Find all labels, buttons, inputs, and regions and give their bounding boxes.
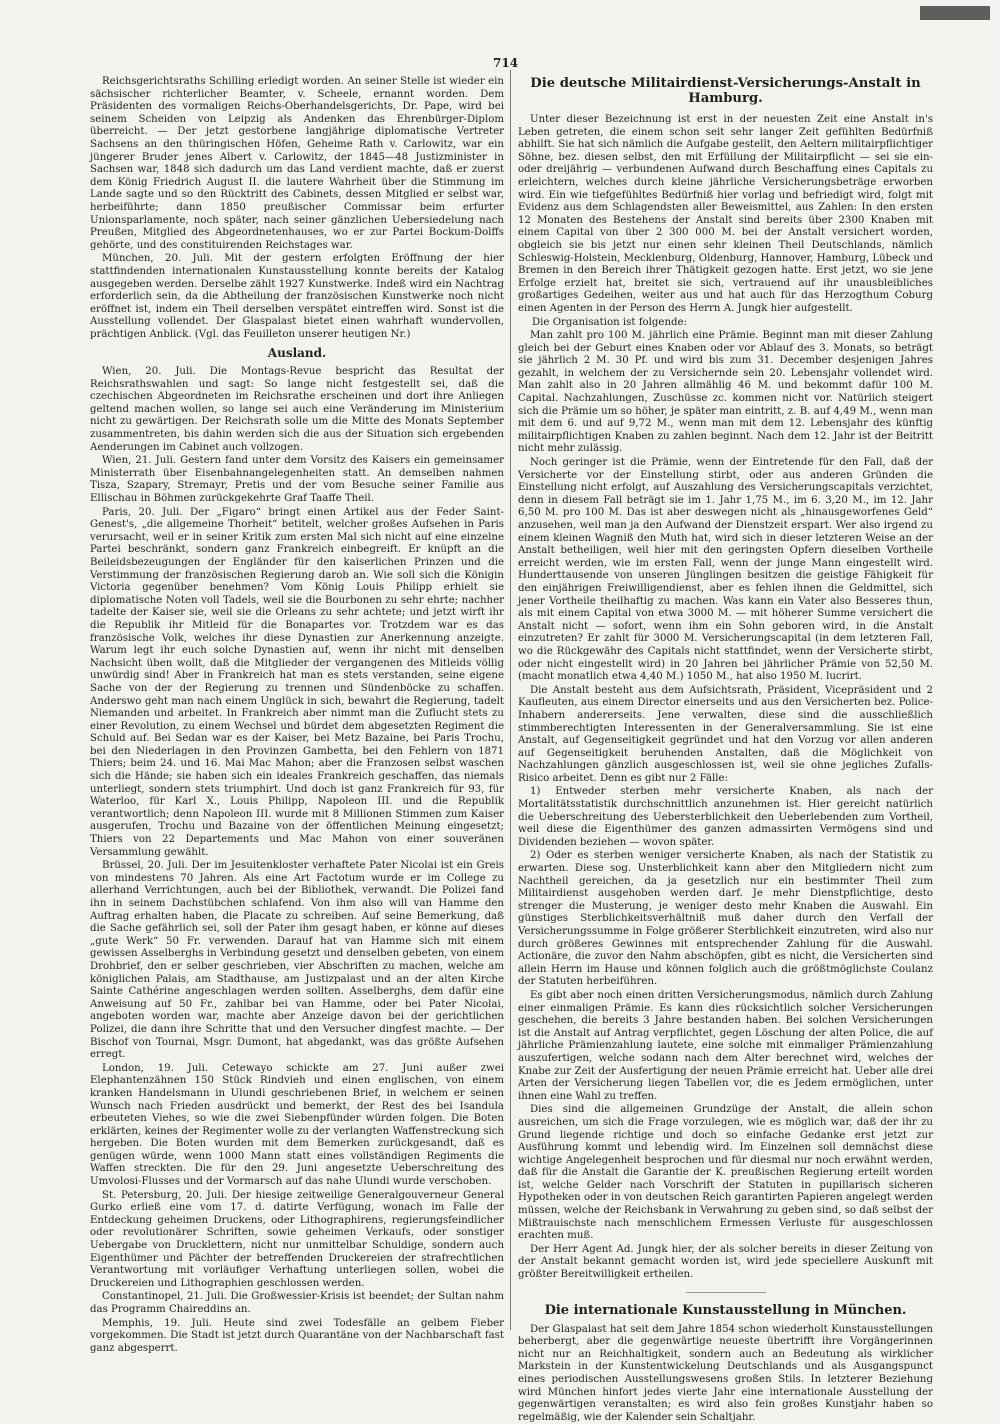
paragraph: Dies sind die allgemeinen Grundzüge der Anstalt, die allein schon ausreichen, um sich die Frage vorzulegen, wie es möglich war, daß der ihr zu Grund liegende richtige und doch so einfache Gedanke erst jetzt zur Ausführung kommt und lebendig wird. Im Einzelnen soll demnächst diese wichtige Angelegenheit besprochen und für diesmal nur noch erwähnt werden, daß für die Anstalt die Garantie der K. preußischen Regierung erteilt worden ist, welche Gelder nach Vorschrift der Statuten in pupillarisch sicheren Hypotheken oder in von deutschen Reich garantirten Papieren angelegt werden müssen, welche der Reichsbank in Verwahrung zu geben sind, so daß selbst der Mißtrauischste nach menschlichem Ermessen Verluste für ausgeschlossen erachten muß. [518,1104,933,1242]
separator-line [686,1292,766,1293]
paragraph: Paris, 20. Juli. Der „Figaro“ bringt einen Artikel aus der Feder Saint-Genest's, „die allgemeine Thorheit“ betitelt, welcher großes Aufsehen in Paris verursacht, weil er in seiner Kritik zum ersten Mal sich nicht auf eine einzelne Partei beschränkt, sondern ganz Frankreich einbegreift. Er knüpft an die Beileidsbezeugungen der Engländer für den kaiserlichen Prinzen und die Verstimmung der französischen Regierung darob an. Wie soll sich die Königin Victoria gegenüber benehmen? Vom König Louis Philipp erhielt sie diplomatische Noten voll Tadels, weil sie die Bourbonen zu sehr ehrte; nachher tadelte der Kaiser sie, weil sie die Orleans zu sehr achtete; und jetzt wirft ihr die Republik ihr Mitleid für die Bonapartes vor. Trotzdem war es das französische Volk, welches ihr diese Dynastien zur Anerkennung anzeigte. Warum legt ihr euch solche Dynastien auf, wenn ihr nicht mit denselben Nachsicht üben wollt, daß die Mitglieder der vergangenen des Mitleids völlig unwürdig sind! Aber in Frankreich hat man es stets verstanden, seine eigene Sache von der der Regierung zu trennen und Sündenböcke zu schaffen. Anderswo geht man nach einem Unglück in sich, bewahrt die Regierung, tadelt Niemanden und arbeitet. In Frankreich aber nimmt man die Zuflucht stets zu einer Revolution, zu einem Wechsel und bürdet dem abgesetzten Regiment die Schuld auf. Bei Sedan war es der Kaiser, bei Metz Bazaine, bei Paris Trochu, bei den Niederlagen in den Provinzen Gambetta, bei den Fehlern von 1871 Thiers; beim 24. und 16. Mai Mac Mahon; aber die Franzosen selbst waschen sich die Hände; sie haben sich ein ideales Frankreich geschaffen, das niemals unterliegt, sondern stets triumphirt. Und doch ist ganz Frankreich für 93, für Waterloo, für Karl X., Louis Philipp, Napoleon III. und die Republik verantwortlich; denn Napoleon III. wurde mit 8 Millionen Stimmen zum Kaiser ausgerufen, Trochu und Bazaine von der öffentlichen Meinung eingesetzt; Thiers von 22 Departements und Mac Mahon von einer souveränen Versammlung gewählt. [90,506,504,858]
paragraph: München, 20. Juli. Mit der gestern erfolgten Eröffnung der hier stattfindenden internationalen Kunstausstellung konnte bereits der Katalog ausgegeben werden. Derselbe zählt 1927 Kunstwerke. Indeß wird ein Nachtrag erforderlich sein, da die Abtheilung der französischen Kunstwerke noch nicht eröffnet ist, indem ein Theil derselben verspätet eintreffen wird. Sonst ist die Ausstellung vollendet. Der Glaspalast bietet einen wahrhaft wundervollen, prächtigen Anblick. (Vgl. das Feuilleton unserer heutigen Nr.) [90,253,504,340]
paragraph: Der Glaspalast hat seit dem Jahre 1854 schon wiederholt Kunstausstellungen beherbergt, aber die gegenwärtige neueste übertrifft ihre Vorgängerinnen nicht nur an Reichhaltigkeit, sondern auch an Bedeutung als wirklicher Markstein in der Kunstentwickelung Deutschlands und als Ausgangspunct eines periodischen Ausstellungswesens großen Stils. In letzterer Beziehung wird München hinfort jedes vierte Jahr eine internationale Ausstellung der gegenwärtigen veranstalten; es wird also fein großes Kunstjahr haben so regelmäßig, wie der Kalender sein Schaltjahr. [518,1323,933,1423]
page-number: 714 [493,56,519,70]
paragraph: Wien, 21. Juli. Gestern fand unter dem Vorsitz des Kaisers ein gemeinsamer Ministerrath über Eisenbahnangelegenheiten statt. An demselben nahmen Tisza, Szapary, Stremayr, Pretis und der vom Besuche seiner Familie aus Ellischau in Böhmen zurückgekehrte Graf Taaffe Theil. [90,455,504,504]
article-title-2: Die internationale Kunstausstellung in München. [544,1302,907,1318]
paragraph: 1) Entweder sterben mehr versicherte Knaben, als nach der Mortalitätsstatistik durchschnittlich anzunehmen ist. Hier gereicht natürlich die Ueberschreitung des Uebersterblichkeit den Ueberlebenden zum Vortheil, weil diese die Eigenthümer des ganzen admassirten Vermögens sind und Dividenden beziehen — wovon später. [518,786,933,848]
paragraph: Es gibt aber noch einen dritten Versicherungsmodus, nämlich durch Zahlung einer einmaligen Prämie. Es kann dies rücksichtlich solcher Versicherungen geschehen, die bereits 3 Jahre bestanden haben. Bei solchen Versicherungen ist die Anstalt auf Antrag verpflichtet, gegen Löschung der alten Police, die auf jährliche Prämienzahlung lautete, eine solche mit einmaliger Prämienzahlung auszufertigen, welche sodann nach dem Alter berechnet wird, welches der Knabe zur Zeit der Ausfertigung der neuen Prämie erreicht hat. Ueber alle drei Arten der Versicherung liegen Tabellen vor, die es Jedem ermöglichen, unter ihnen eine Wahl zu treffen. [518,989,933,1102]
section-heading-ausland: Ausland. [267,346,327,361]
column-divider [510,70,511,1330]
paragraph: Brüssel, 20. Juli. Der im Jesuitenkloster verhaftete Pater Nicolai ist ein Greis von mindestens 70 Jahren. Als eine Art Factotum wurde er im College zu allerhand Verrichtungen, auch bei der Bibliothek, verwandt. Die Polizei fand ihn in seinem Dachstübchen schlafend. Von ihm also will van Hamme den Auftrag erhalten haben, die Placate zu schreiben. Auf seine Bemerkung, daß die Sache gefährlich sei, soll der Pater ihm gesagt haben, er könne auf dieses „gute Werk“ 50 Fr. verwenden. Darauf hat van Hamme sich mit einem gewissen Asselberghs in Verbindung gesetzt und denselben gebeten, von einem Drohbrief, den er selber geschrieben, vier Abschriften zu machen, welche am königlichen Palais, am Stadthause, am Justizpalast und an der alten Kirche Sainte Cathérine angeschlagen werden sollten. Asselberghs, dem dafür eine Anweisung auf 50 Fr., zahlbar bei van Hamme, oder bei Pater Nicolai, angeboten worden war, machte aber Anzeige davon bei der gerichtlichen Polizei, die dann ihre Schritte that und den Versucher dingfest machte. — Der Bischof von Tournai, Msgr. Dumont, hat abgedankt, was das größte Aufsehen erregt. [90,860,504,1061]
paragraph: London, 19. Juli. Cetewayo schickte am 27. Juni außer zwei Elephantenzähnen 150 Stück Rindvieh und einen englischen, von einem kranken Handelsmann in Ulundi geschriebenen Brief, in welchem er seinen Wunsch nach Frieden ausdrückt und bemerkt, der Rest des bei Isandula erbeuteten Viehes, so wie die zwei Siebenpfünder würden folgen. Die Boten erklärten, keines der Regimenter wolle zu der verlangten Waffenstreckung sich hergeben. Die Boten wurden mit dem Bemerken zurückgesandt, daß es genügen würde, wenn 1000 Mann statt eines vollständigen Regiments die Waffen streckten. Die für den 29. Juni angesetzte Ueberschreitung des Umvolosi-Flusses und der Vormarsch auf das nahe Ulundi wurde verschoben. [90,1062,504,1188]
right-column [518,76,933,1423]
paragraph: St. Petersburg, 20. Juli. Der hiesige zeitweilige Generalgouverneur General Gurko erließ eine vom 17. d. datirte Verfügung, wonach im Falle der Entdeckung geheimen Druckens, oder Lithographirens, regierungsfeindlicher oder revolutionärer Schriften, sowie geheimen Verkaufs, oder sonstiger Uebergabe von Drucklettern, nicht nur unmittelbar Schuldige, sondern auch Eigenthümer und Pächter der betreffenden Druckereien der strafrechtlichen Verantwortung mit vorläufiger Verhaftung unterliegen sollen, wobei die Druckereien und Lithographien geschlossen werden. [90,1189,504,1289]
paragraph: Man zahlt pro 100 M. jährlich eine Prämie. Beginnt man mit dieser Zahlung gleich bei der Geburt eines Knaben oder vor Ablauf des 3. Monats, so beträgt sie jährlich 2 M. 30 Pf. und wird bis zum 31. December desjenigen Jahres gezahlt, in welchem der zu Versichernde sein 20. Lebensjahr vollendet wird. Man zahlt also in 20 Jahren allmählig 46 M. und bekommt dafür 100 M. Capital. Nachzahlungen, Zuschüsse zc. kommen nicht vor. Natürlich steigert sich die Prämie um so höher, je später man eintritt, z. B. auf 4,49 M., wenn man mit dem 6. und auf 9,72 M., wenn man mit dem 12. Lebensjahr des künftig militairpflichtigen Knaben zu zahlen beginnt. Nach dem 12. Jahr ist der Beitritt nicht mehr zulässig. [518,330,933,455]
scan-corner-mark [920,6,990,20]
left-column [90,76,504,1354]
paragraph: Wien, 20. Juli. Die Montags-Revue bespricht das Resultat der Reichsrathswahlen und sagt: So lange nicht festgestellt sei, daß die czechischen Abgeordneten im Reichsrathe erscheinen und dort ihre Anliegen geltend machen wollen, so lange sei auch eine Veränderung im Ministerium nicht zu gewärtigen. Der Reichsrath solle um die Mitte des Monats September zusammentreten, bis dahin werden sich die aus der Situation sich ergebenden Aenderungen im Cabinet auch vollzogen. [90,366,504,453]
paragraph: Noch geringer ist die Prämie, wenn der Eintretende für den Fall, daß der Versicherte vor der Einstellung stirbt, oder aus anderen Gründen die Einstellung nicht erfolgt, auf Auszahlung des Versicherungscapitals verzichtet, denn in diesem Fall beträgt sie im 1. Jahr 1,75 M., im 6. 3,20 M., im 12. Jahr 6,50 M. pro 100 M. Das ist aber deswegen nicht als „hinausgeworfenes Geld“ anzusehen, weil man ja den Aufwand der Dienstzeit erspart. Wer also irgend zu einem kleinen Wagniß den Muth hat, wird sich in dieser letzteren Weise an der Anstalt betheiligen, weil hier mit den geringsten Opfern dieselben Vortheile erreicht werden, wie im ersten Fall, wenn der junge Mann eingestellt wird. Hunderttausende von unseren Jünglingen besitzen die geistige Fähigkeit für den einjährigen Freiwilligendienst, aber es fehlen ihnen die Geldmittel, sich jener Vortheile theilhaftig zu machen. Was kann ein Vater also Besseres thun, als mit einem Capital von etwa 3000 M. — mit höherer Summe versichert die Anstalt nicht — sofort, wenn ihm ein Sohn geboren wird, in die Anstalt einzutreten? Er zahlt für 3000 M. Versicherungscapital (in dem letzteren Fall, wo die Rückgewähr des Capitals nicht stattfindet, wenn der Versicherte stirbt, oder nicht eingestellt wird) in 20 Jahren bei jährlicher Prämie von 52,50 M. (macht monatlich etwa 4,40 M.) 1050 M., hat also 1950 M. lucrirt. [518,457,933,683]
paragraph: Unter dieser Bezeichnung ist erst in der neuesten Zeit eine Anstalt in's Leben getreten, die einem schon seit sehr langer Zeit gefühlten Bedürfniß abhilft. Sie hat sich nämlich die Aufgabe gestellt, den Aeltern militairpflichtiger Söhne, bez. diesen selbst, den mit Erfüllung der Militairpflicht — sei sie ein- oder dreijährig — verbundenen Aufwand durch Beschaffung eines Capitals zu erleichtern, welches durch kleine jährliche Versicherungsbeträge erworben wird. Ein wie tiefgefühltes Bedürfniß hier vorlag und befriedigt wird, folgt mit Evidenz aus dem Schlagendsten aller Beweismittel, aus Zahlen: In den ersten 12 Monaten des Bestehens der Anstalt sind bereits über 2300 Knaben mit einem Capital von über 2 300 000 M. bei der Anstalt versichert worden, obgleich sie bis jetzt nur einen sehr kleinen Theil Deutschlands, nämlich Schleswig-Holstein, Mecklenburg, Oldenburg, Hannover, Hamburg, Lübeck und Bremen in den Bereich ihrer Thätigkeit gezogen hatte. Erst jetzt, wo sie jene Erfolge erzielt hat, breitet sie sich, vertrauend auf ihr unausbleibliches großartiges Gedeihen, weiter aus und hat auch für das Herzogthum Coburg einen Agenten in der Person des Herrn A. Jungk hier aufgestellt. [518,114,933,314]
paragraph: Die Anstalt besteht aus dem Aufsichtsrath, Präsident, Vicepräsident und 2 Kaufleuten, aus einem Director einerseits und aus den Versicherten bez. Police-Inhabern andererseits. Jene verwalten, diese sind die ausschließlich stimmberechtigten Interessenten in der Generalversammlung. Sie ist eine Anstalt, auf Gegenseitigkeit gegründet und hat den Vorzug vor allen anderen auf Gegenseitigkeit beruhenden Anstalten, daß die Möglichkeit von Nachzahlungen gänzlich ausgeschlossen ist, weil sie ohne jegliches Zufalls-Risico arbeitet. Denn es gibt nur 2 Fälle: [518,684,933,784]
paragraph: Reichsgerichtsraths Schilling erledigt worden. An seiner Stelle ist wieder ein sächsischer richterlicher Beamter, v. Scheele, ernannt worden. Dem Präsidenten des vormaligen Reichs-Oberhandelsgerichts, Dr. Pape, wird bei seinem Scheiden von Leipzig als Andenken das Ehrenbürger-Diplom überreicht. — Der jetzt gestorbene langjährige diplomatische Vertreter Sachsens an den thüringischen Höfen, Geheime Rath v. Carlowitz, war ein jüngerer Bruder jenes Albert v. Carlowitz, der 1845—48 Justizminister in Sachsen war, 1848 sich dadurch um das Land verdient machte, daß er zuerst dem König Friedrich August II. die lautere Wahrheit über die Stimmung im Lande sagte und so den Rücktritt des Cabinets, dessen Mitglied er selbst war, herbeiführte; dann 1850 preußischer Commissar beim erfurter Unionsparlamente, noch später, nach seiner gänzlichen Uebersiedelung nach Preußen, Mitglied des Abgeordnetenhauses, wo er zur Partei Bockum-Dolffs gehörte, und des constituirenden Reichstages war. [90,76,504,251]
paragraph: 2) Oder es sterben weniger versicherte Knaben, als nach der Statistik zu erwarten. Diese sog. Unsterblichkeit kann aber den Mitgliedern nicht zum Nachtheil gereichen, da ja gesetzlich nur ein bestimmter Theil zum Militairdienst ausgehoben werden darf. Je mehr Dienstpflichtige, desto strenger die Musterung, je weniger desto mehr Knaben die Auswahl. Ein günstiges Sterblichkeitsverhältniß muß daher durch den Verfall der Versicherungssumme in Folge größerer Sterblichkeit einzutreten, wird also nur durch größeres Gewinnes mit entsprechender Zahlung für die Auswahl. Actionäre, die zuvor den Nahm abschöpfen, gibt es nicht, die Versicherten sind allein Herrn im Hause und können folglich auch die größtmöglichste Coulanz der Statuten herbeiführen. [518,850,933,988]
paragraph: Der Herr Agent Ad. Jungk hier, der als solcher bereits in dieser Zeitung von der Anstalt bekannt gemacht worden ist, wird jede speciellere Auskunft mit größter Bereitwilligkeit ertheilen. [518,1243,933,1281]
article-title: Die deutsche Militairdienst-Versicherungs-Anstalt in Hamburg. [530,76,921,106]
paragraph: Memphis, 19. Juli. Heute sind zwei Todesfälle an gelbem Fieber vorgekommen. Die Stadt ist jetzt durch Quarantäne von der Nachbarschaft fast ganz abgesperrt. [90,1317,504,1354]
paragraph: Die Organisation ist folgende: [532,316,687,328]
paragraph: Constantinopel, 21. Juli. Die Großwessier-Krisis ist beendet; der Sultan nahm das Programm Chaireddins an. [90,1291,504,1315]
